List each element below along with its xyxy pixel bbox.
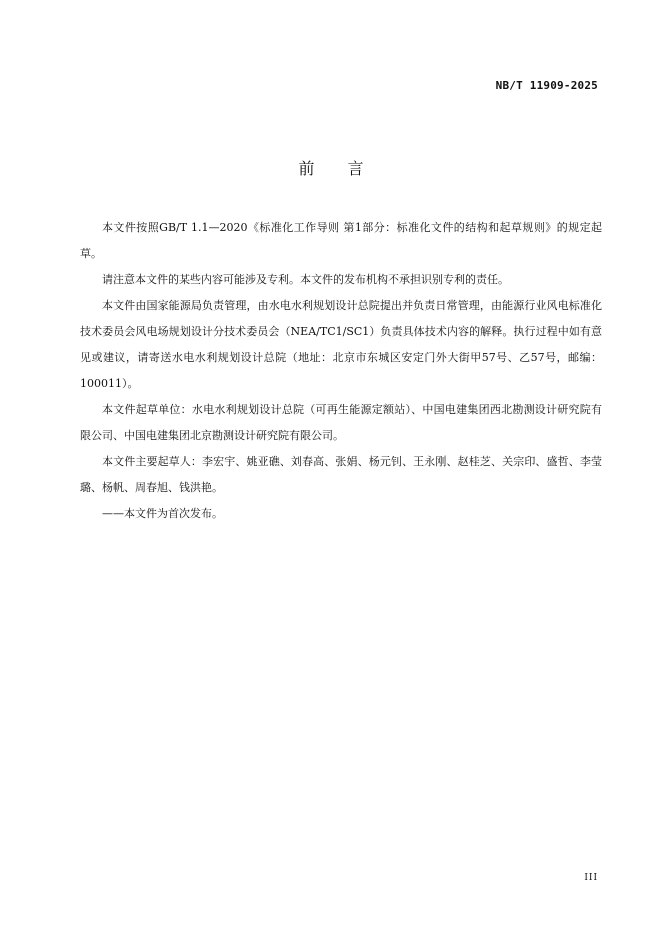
page-title: 前 言 — [298, 159, 378, 178]
paragraph-drafting-rules: 本文件按照GB/T 1.1—2020《标准化工作导则 第1部分：标准化文件的结构和起草规则》的规定起草。 — [80, 221, 602, 260]
paragraph-drafters: 本文件主要起草人：李宏宇、姚亚礁、刘春高、张娟、杨元钊、王永刚、赵桂芝、关宗印、盛哲、李莹璐、杨帆、周春旭、钱洪艳。 — [80, 455, 602, 494]
foreword-body — [80, 215, 602, 527]
paragraph-management: 本文件由国家能源局负责管理，由水电水利规划设计总院提出并负责日常管理，由能源行业风电标准化技术委员会风电场规划设计分技术委员会（NEA/TC1/SC1）负责具体技术内容的解释。执行过程中如有意见或建议，请寄送水电水利规划设计总院（地址：北京市东城区安定门外大街甲57号、乙57号，邮编：100011）。 — [80, 299, 602, 390]
page-number: III — [584, 873, 598, 883]
paragraph-patent-notice: 请注意本文件的某些内容可能涉及专利。本文件的发布机构不承担识别专利的责任。 — [102, 273, 509, 286]
document-number: NB/T 11909-2025 — [495, 79, 598, 92]
paragraph-drafting-units: 本文件起草单位：水电水利规划设计总院（可再生能源定额站）、中国电建集团西北勘测设计研究院有限公司、中国电建集团北京勘测设计研究院有限公司。 — [80, 403, 602, 442]
paragraph-first-release: ——本文件为首次发布。 — [102, 507, 223, 520]
